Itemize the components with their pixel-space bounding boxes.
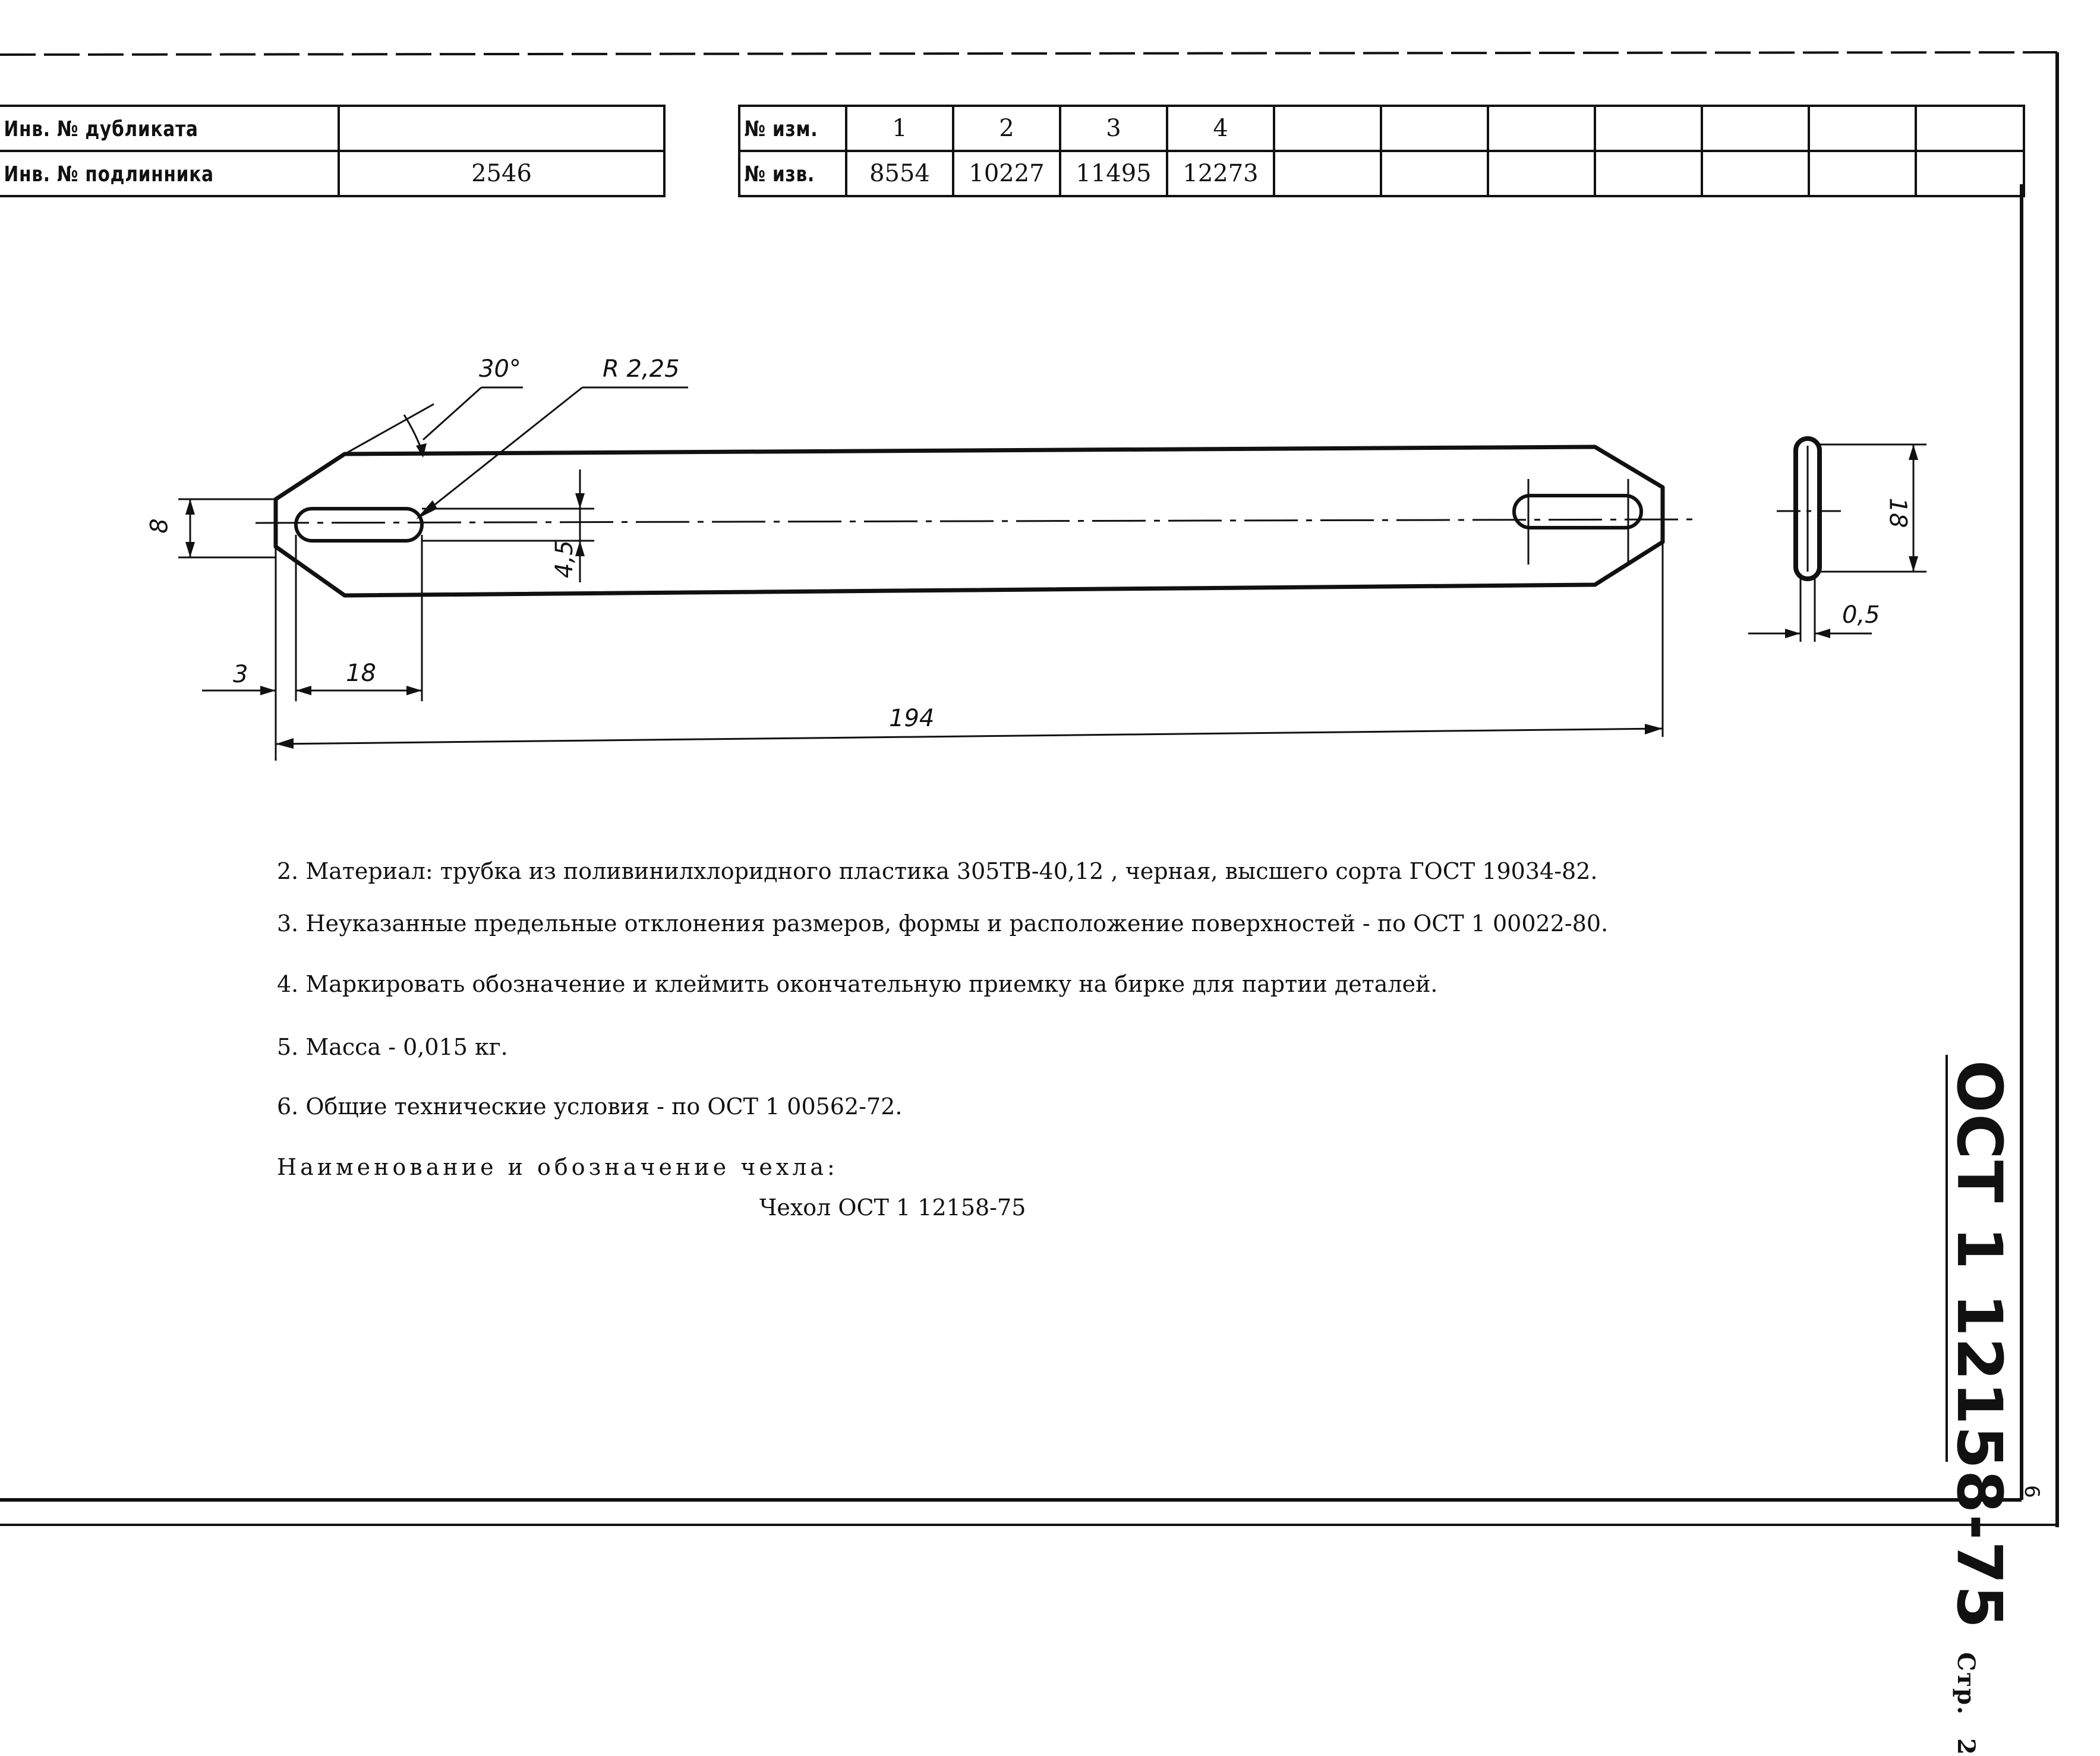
- notice-no-1: 8554: [846, 151, 953, 196]
- empty-cell: [1702, 106, 1809, 151]
- document-designation: ОСТ 1 12158-75: [1943, 1060, 2016, 1630]
- table-row: [739, 151, 2024, 196]
- table-row: [0, 106, 664, 151]
- dim-width-8: 8: [146, 518, 174, 534]
- empty-cell: [1381, 106, 1488, 151]
- inventory-duplicate-label: Инв. № дубликата: [0, 106, 339, 151]
- dim-side-18: 18: [1884, 497, 1912, 528]
- note-material: 2. Материал: трубка из поливинилхлоридного пластика 305ТВ-40,12 , черная, высшего сорта ГОСТ 19034-82.: [277, 858, 1598, 884]
- table-row: [739, 106, 2024, 151]
- notice-no-3: 11495: [1060, 151, 1167, 196]
- dim-thickness: 0,5: [1842, 601, 1880, 629]
- inventory-table: [0, 105, 666, 197]
- sheet-corner-number: 6: [2019, 1485, 2044, 1498]
- change-no-4: 4: [1167, 106, 1274, 151]
- note-tolerances: 3. Неуказанные предельные отклонения размеров, формы и расположение поверхностей - по ОСТ 1 00022-80.: [277, 910, 1609, 937]
- dim-radius: R 2,25: [603, 355, 680, 383]
- note-general-conditions: 6. Общие технические условия - по ОСТ 1 00562-72.: [277, 1093, 903, 1120]
- empty-cell: [1595, 151, 1702, 196]
- inventory-original-value: 2546: [339, 151, 664, 196]
- empty-cell: [1381, 151, 1488, 196]
- dim-offset-3: 3: [233, 661, 248, 688]
- note-cover-designation: Чехол ОСТ 1 12158-75: [759, 1194, 1026, 1221]
- dim-length-194: 194: [889, 705, 935, 732]
- empty-cell: [1274, 151, 1381, 196]
- change-no-2: 2: [953, 106, 1060, 151]
- inventory-duplicate-value: [339, 106, 664, 151]
- empty-cell: [1488, 106, 1595, 151]
- empty-cell: [1809, 151, 1916, 196]
- side-view: [1748, 439, 1926, 642]
- empty-cell: [1488, 151, 1595, 196]
- empty-cell: [1916, 106, 2024, 151]
- table-row: [0, 151, 664, 196]
- empty-cell: [1702, 151, 1809, 196]
- dim-angle-30: 30°: [479, 355, 521, 383]
- change-no-3: 3: [1060, 106, 1167, 151]
- inventory-original-label: Инв. № подлинника: [0, 151, 339, 196]
- notice-no-4: 12273: [1167, 151, 1274, 196]
- change-no-1: 1: [846, 106, 953, 151]
- document-designation-stamp: [1943, 1060, 2016, 1756]
- notice-no-2: 10227: [953, 151, 1060, 196]
- page-label: Стр.: [1952, 1652, 1980, 1716]
- notice-no-label: № изв.: [739, 151, 846, 196]
- dim-slot-height: 4,5: [550, 540, 578, 578]
- empty-cell: [1916, 151, 2024, 196]
- dim-slot-length: 18: [346, 660, 376, 687]
- empty-cell: [1595, 106, 1702, 151]
- change-register-table: [738, 105, 2025, 197]
- note-cover-heading: Наименование и обозначение чехла:: [277, 1154, 838, 1180]
- note-marking: 4. Маркировать обозначение и клеймить окончательную приемку на бирке для партии деталей.: [277, 971, 1438, 997]
- page-number: 2: [1952, 1738, 1980, 1756]
- empty-cell: [1809, 106, 1916, 151]
- change-no-label: № изм.: [739, 106, 846, 151]
- empty-cell: [1274, 106, 1381, 151]
- note-mass: 5. Масса - 0,015 кг.: [277, 1034, 508, 1060]
